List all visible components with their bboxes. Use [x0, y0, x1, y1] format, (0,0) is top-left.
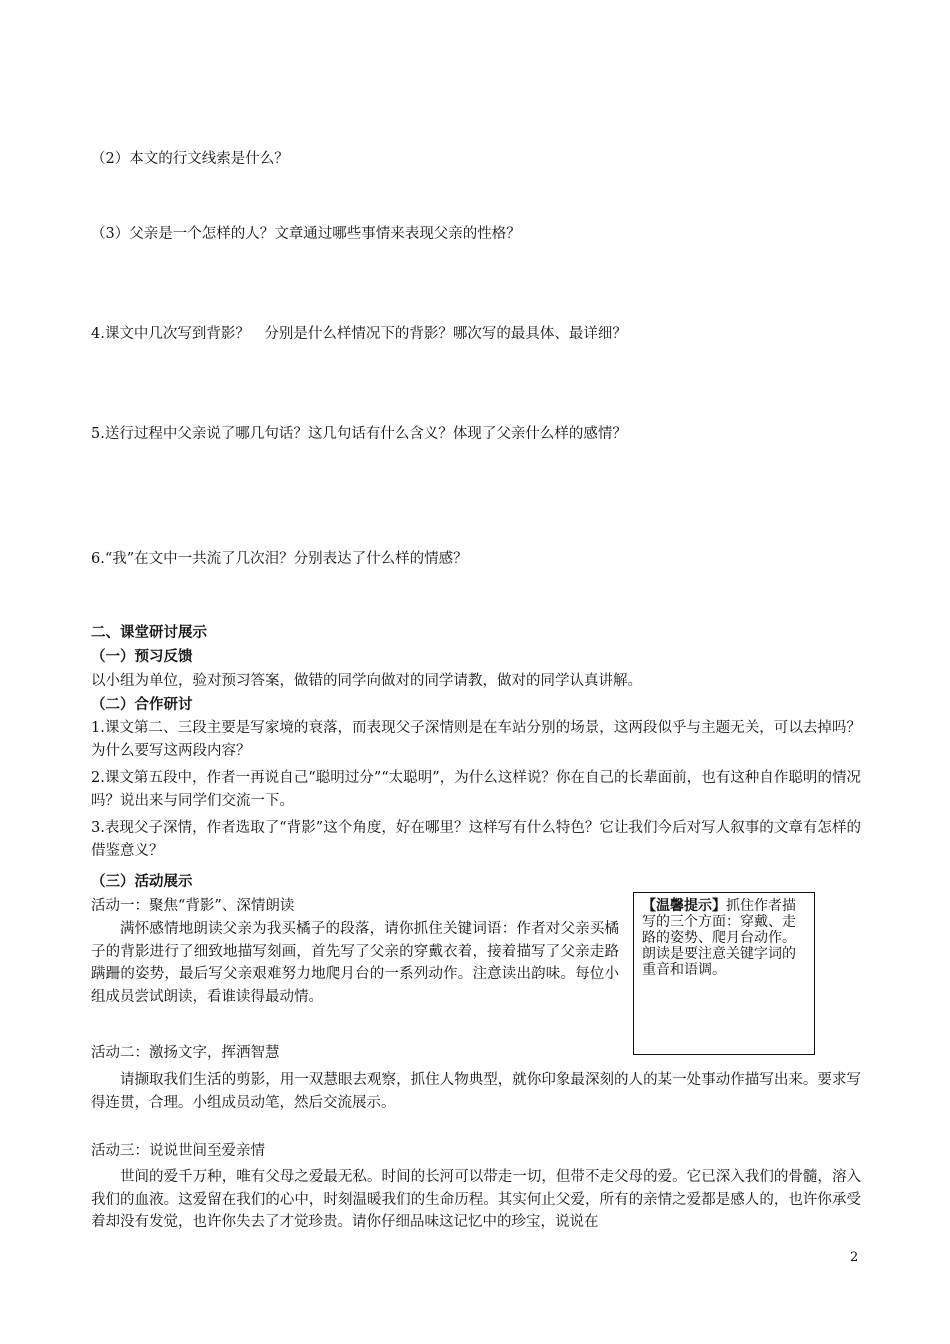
- warm-tip-text: 抓住作者描写的三个方面：穿戴、走路的姿势、爬月台动作。朗读是要注意关键字词的重音和语调。: [642, 898, 796, 978]
- subsection-preview-feedback-title: （一）预习反馈: [91, 649, 193, 665]
- question-6: 6.“我”在文中一共流了几次泪？分别表达了什么样的情感？: [91, 551, 468, 567]
- subsection-activity-showcase-title: （三）活动展示: [91, 874, 193, 890]
- activity-2-text: 请撷取我们生活的剪影，用一双慧眼去观察，抓住人物典型，就你印象最深刻的人的某一处事动作描写出来。要求写得连贯，合理。小组成员动笔，然后交流展示。: [91, 1072, 861, 1111]
- question-5: 5.送行过程中父亲说了哪几句话？这几句话有什么含义？体现了父亲什么样的感情？: [91, 426, 627, 442]
- subsection-cooperative-study-title: （二）合作研讨: [91, 697, 193, 713]
- study-item-2: 2.课文第五段中，作者一再说自己“聪明过分”“太聪明”，为什么这样说？你在自己的长辈面前，也有这种自作聪明的情况吗？说出来与同学们交流一下。: [91, 770, 861, 809]
- study-item-1: 1.课文第二、三段主要是写家境的衰落，而表现父子深情则是在车站分别的场景，这两段似乎与主题无关，可以去掉吗？为什么要写这两段内容？: [91, 720, 861, 759]
- study-item-3: 3.表现父子深情，作者选取了“背影”这个角度，好在哪里？这样写有什么特色？它让我们今后对写人叙事的文章有怎样的借鉴意义？: [91, 820, 861, 859]
- warm-tip-box: [633, 892, 815, 1055]
- preview-feedback-text: 以小组为单位，验对预习答案，做错的同学向做对的同学请教，做对的同学认真讲解。: [91, 673, 642, 689]
- activity-1-title: 活动一：聚焦“背影”、深情朗读: [91, 898, 295, 914]
- section-title: 二、课堂研讨展示: [91, 625, 207, 641]
- activity-3-title: 活动三：说说世间至爱亲情: [91, 1143, 265, 1159]
- activity-2-title: 活动二：激扬文字，挥洒智慧: [91, 1045, 280, 1061]
- question-2: （2）本文的行文线索是什么？: [91, 151, 289, 167]
- warm-tip-label: 【温馨提示】: [642, 898, 726, 914]
- activity-3-text: 世间的爱千万种，唯有父母之爱最无私。时间的长河可以带走一切，但带不走父母的爱。它已深入我们的骨髓，溶入我们的血液。这爱留在我们的心中，时刻温暖我们的生命历程。其实何止父爱，所有的亲情之爱都是感人的，也许你承受着却没有发觉，也许你失去了才觉珍贵。请你仔细品味这记忆中的珍宝，说说在: [91, 1169, 861, 1230]
- question-4: 4.课文中几次写到背影？ 分别是什么样情况下的背影？哪次写的最具体、最详细？: [91, 326, 627, 342]
- page-number: 2: [850, 1250, 859, 1265]
- question-3: （3）父亲是一个怎样的人？文章通过哪些事情来表现父亲的性格？: [91, 226, 521, 242]
- activity-1-text: 满怀感情地朗读父亲为我买橘子的段落，请你抓住关键词语：作者对父亲买橘子的背影进行了细致地描写刻画，首先写了父亲的穿戴衣着，接着描写了父亲走路蹒跚的姿势，最后写父亲艰难努力地爬月台的一系列动作。注意读出韵味。每位小组成员尝试朗读，看谁读得最动情。: [91, 921, 619, 1005]
